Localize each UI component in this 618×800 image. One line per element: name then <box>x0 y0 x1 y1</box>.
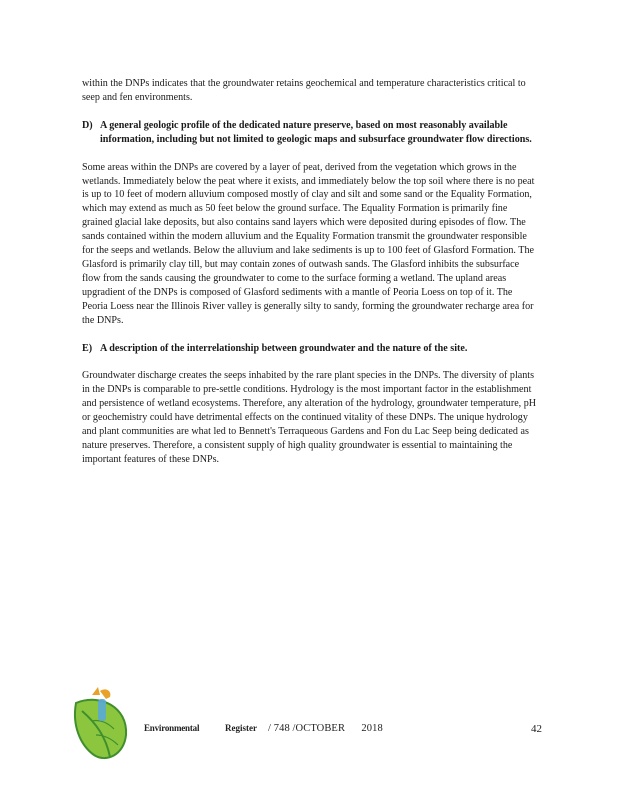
section-e-heading <box>82 342 540 356</box>
section-e-paragraph: Groundwater discharge creates the seeps inhabited by the rare plant species in the DNPs. The diversity of plants in the DNPs is comparable to pre-settle conditions. Hydrology is the most important factor in the establishment and persistence of wetland ecosystems. Therefore, any alteration of the hydrology, groundwater temperature, pH or geochemistry could have detrimental effects on the continued vitality of these DNPs. The unique hydrology and plant communities are what led to Bennett's Terraqueous Gardens and Fon du Lac Seep being dedicated as nature preserves. Therefore, a consistent supply of high quality groundwater is essential to maintaining the important features of these DNPs. <box>82 370 537 465</box>
page-body <box>82 77 540 481</box>
footer-issue: / 748 /OCTOBER 2018 <box>268 723 383 734</box>
section-e-letter: E) <box>82 342 93 354</box>
section-d-letter: D) <box>82 119 93 131</box>
section-d-title: A general geologic profile of the dedicated nature preserve, based on most reasonably available information, including but not limited to geologic maps and subsurface groundwater flow directions. <box>100 119 532 145</box>
leaf-logo-icon <box>70 685 132 765</box>
section-d-paragraph: Some areas within the DNPs are covered by a layer of peat, derived from the vegetation which grows in the wetlands. Immediately below the peat where it exists, and immediately below the top soil where there is no peat is up to 10 feet of modern alluvium composed mostly of clay and silt and some sand or the Equality Formation, which may extend as much as 50 feet below the ground surface. The Equality Formation is primarily fine grained glacial lake deposits, but also contains sand layers which were deposited during episodes of flow. The sands contained within the modern alluvium and the Equality Formation transmit the groundwater responsible for the seeps and wetlands. Below the alluvium and lake sediments is up to 100 feet of Glasford Formation. The Glasford is primarily clay till, but may contain zones of outwash sands. The Glasford inhibits the subsurface flow from the sands causing the groundwater to come to the surface forming a wetland. The upland areas upgradient of the DNPs is composed of Glasford sediments with a mantle of Peoria Loess on top of it. The Peoria Loess near the Illinois River valley is generally silty to sandy, forming the groundwater recharge area for the DNPs. <box>82 161 535 326</box>
section-d-heading <box>82 119 540 147</box>
footer-publication-word2: Register <box>225 723 257 733</box>
section-e-title: A description of the interrelationship between groundwater and the nature of the site. <box>100 342 468 354</box>
intro-paragraph: within the DNPs indicates that the groundwater retains geochemical and temperature characteristics critical to seep and fen environments. <box>82 78 526 103</box>
footer-publication-word1: Environmental <box>144 723 200 733</box>
page-footer <box>0 685 618 765</box>
footer-page-number: 42 <box>531 723 542 735</box>
